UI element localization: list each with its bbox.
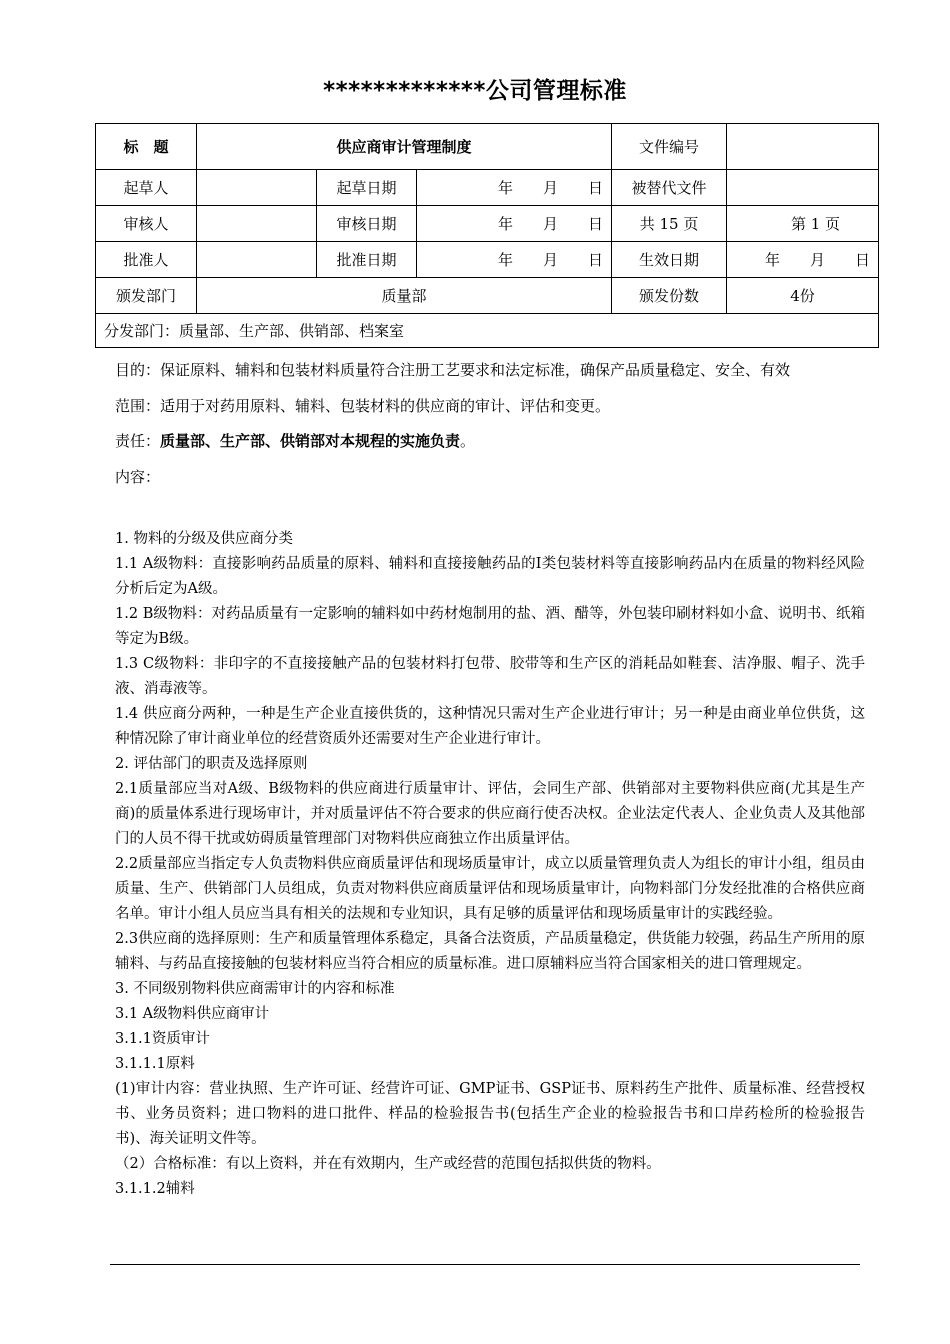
drafter-label: 起草人 [96, 170, 197, 206]
issue-dept-value: 质量部 [197, 278, 612, 314]
review-date-value: 年 月 日 [417, 206, 612, 242]
purpose-text: 目的：保证原料、辅料和包装材料质量符合注册工艺要求和法定标准，确保产品质量稳定、安全、有效 [115, 361, 791, 379]
reviewer-label: 审核人 [96, 206, 197, 242]
responsibility-end: 。 [460, 432, 476, 450]
copies-label: 颁发份数 [612, 278, 727, 314]
footer-divider [110, 1264, 860, 1265]
draft-date-label: 起草日期 [317, 170, 417, 206]
replaced-doc-label: 被替代文件 [612, 170, 727, 206]
title-value: 供应商审计管理制度 [197, 124, 612, 170]
body-paragraph: 2. 评估部门的职责及选择原则 [115, 756, 308, 772]
header-row-title [96, 124, 879, 170]
copies-value: 4份 [727, 278, 879, 314]
responsibility-label: 责任： [115, 432, 161, 450]
body-paragraph: 2.2质量部应当指定专人负责物料供应商质量评估和现场质量审计，成立以质量管理负责人为组长的审计小组，组员由质量、生产、供销部门人员组成，负责对物料供应商质量评估和现场质量审计，向物料部门分发经批准的合格供应商名单。审计小组人员应当具有相关的法规和专业知识，具有足够的质量评估和现场质量审计的实践经验。 [115, 856, 865, 922]
distribution-departments: 分发部门：质量部、生产部、供销部、档案室 [96, 314, 879, 348]
document-title: *************公司管理标准 [323, 78, 627, 104]
body-paragraph: 3.1 A级物料供应商审计 [115, 1006, 270, 1022]
body-paragraph: （2）合格标准：有以上资料，并在有效期内，生产或经营的范围包括拟供货的物料。 [115, 1156, 661, 1172]
body-paragraph: 1.1 A级物料：直接影响药品质量的原料、辅料和直接接触药品的Ⅰ类包装材料等直接影响药品内在质量的物料经风险分析后定为A级。 [115, 556, 865, 597]
body-paragraph: 2.1质量部应当对A级、B级物料的供应商进行质量审计、评估，会同生产部、供销部对主要物料供应商(尤其是生产商)的质量体系进行现场审计，并对质量评估不符合要求的供应商行使否决权。企业法定代表人、企业负责人及其他部门的人员不得干扰或妨碍质量管理部门对物料供应商独立作出质量评估。 [115, 781, 865, 847]
doc-no-label: 文件编号 [612, 124, 727, 170]
header-row-approve [96, 242, 879, 278]
drafter-value [197, 170, 317, 206]
body-paragraph: 3.1.1资质审计 [115, 1031, 210, 1047]
responsibility-text [115, 431, 875, 467]
header-row-distribution [96, 314, 879, 348]
body-paragraph: 1. 物料的分级及供应商分类 [115, 531, 293, 547]
header-row-review [96, 206, 879, 242]
scope-text: 范围：适用于对药用原料、辅料、包装材料的供应商的审计、评估和变更。 [115, 396, 611, 415]
approve-date-value: 年 月 日 [417, 242, 612, 278]
header-row-draft [96, 170, 879, 206]
body-paragraph: 3. 不同级别物料供应商需审计的内容和标准 [115, 981, 395, 997]
approve-date-label: 批准日期 [317, 242, 417, 278]
responsibility-value: 质量部、生产部、供销部对本规程的实施负责 [160, 432, 461, 450]
body-paragraph: 1.4 供应商分两种，一种是生产企业直接供货的，这种情况只需对生产企业进行审计；另一种是由商业单位供货，这种情况除了审计商业单位的经营资质外还需要对生产企业进行审计。 [115, 706, 865, 747]
header-table [95, 123, 879, 348]
body-paragraph: (1)审计内容：营业执照、生产许可证、经营许可证、GMP证书、GSP证书、原料药生产批件、质量标准、经营授权书、业务员资料；进口物料的进口批件、样品的检验报告书(包括生产企业的检验报告书和口岸药检所的检验报告书)、海关证明文件等。 [115, 1081, 865, 1147]
replaced-doc-value [727, 170, 879, 206]
title-label: 标 题 [96, 124, 197, 170]
reviewer-value [197, 206, 317, 242]
body-content [115, 527, 865, 1202]
draft-date-value: 年 月 日 [417, 170, 612, 206]
body-paragraph: 3.1.1.2辅料 [115, 1181, 195, 1197]
body-paragraph: 1.3 C级物料：非印字的不直接接触产品的包装材料打包带、胶带等和生产区的消耗品如鞋套、洁净服、帽子、洗手液、消毒液等。 [115, 656, 865, 697]
approver-label: 批准人 [96, 242, 197, 278]
doc-no-value [727, 124, 879, 170]
effective-date-value: 年 月 日 [727, 242, 879, 278]
intro-section [115, 360, 875, 502]
effective-date-label: 生效日期 [612, 242, 727, 278]
body-paragraph: 2.3供应商的选择原则：生产和质量管理体系稳定，具备合法资质，产品质量稳定，供货能力较强，药品生产所用的原辅料、与药品直接接触的包装材料应当符合相应的质量标准。进口原辅料应当符合国家相关的进口管理规定。 [115, 931, 865, 972]
review-date-label: 审核日期 [317, 206, 417, 242]
header-row-issue [96, 278, 879, 314]
approver-value [197, 242, 317, 278]
total-pages: 共 15 页 [612, 206, 727, 242]
content-label: 内容： [115, 467, 161, 486]
issue-dept-label: 颁发部门 [96, 278, 197, 314]
page-number: 第 1 页 [727, 206, 879, 242]
body-paragraph: 3.1.1.1原料 [115, 1056, 195, 1072]
body-paragraph: 1.2 B级物料：对药品质量有一定影响的辅料如中药材炮制用的盐、酒、醋等，外包装印刷材料如小盒、说明书、纸箱等定为B级。 [115, 606, 865, 647]
